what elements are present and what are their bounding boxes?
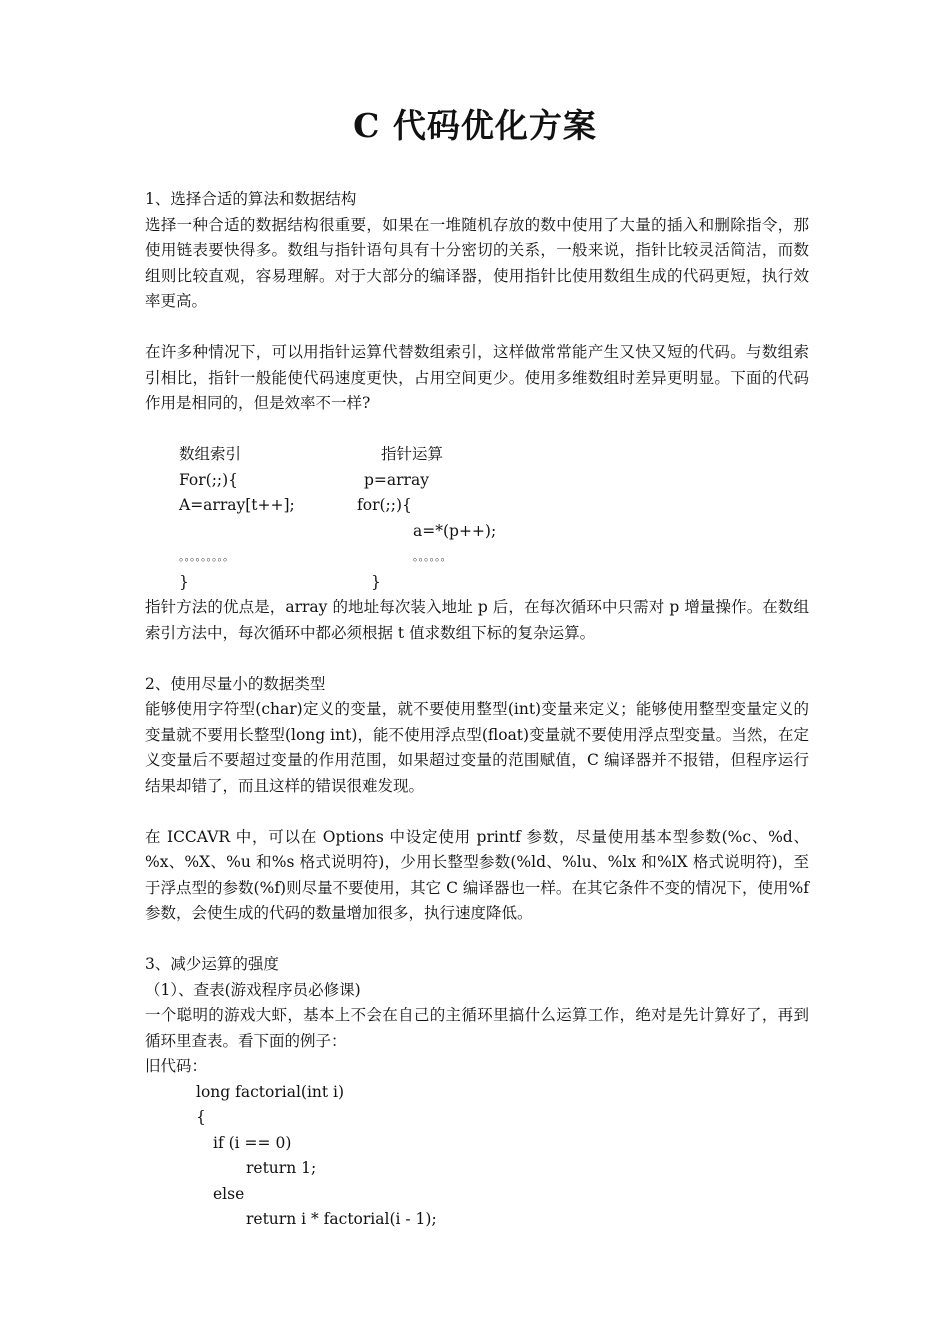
code-left-line: 。。。。。。。。。 bbox=[179, 550, 234, 563]
code-line bbox=[145, 519, 809, 545]
section-1-paragraph-2: 在许多种情况下，可以用指针运算代替数组索引，这样做常常能产生又快又短的代码。与数组索引相比，指针一般能使代码速度更快，占用空间更少。使用多维数组时差异更明显。下面的代码作用是相同的，但是效率不一样? bbox=[145, 343, 809, 412]
page-title: C 代码优化方案 bbox=[353, 106, 597, 145]
code-right-line: } bbox=[371, 572, 381, 591]
code-line: if (i == 0) bbox=[213, 1133, 292, 1152]
document-body bbox=[145, 187, 809, 1233]
code-line: long factorial(int i) bbox=[196, 1082, 345, 1101]
code-line: { bbox=[196, 1108, 206, 1126]
code-left-line: } bbox=[179, 572, 189, 591]
section-2-paragraph-1: 能够使用字符型(char)定义的变量，就不要使用整型(int)变量来定义；能够使用整型变量定义的变量就不要用长整型(long int)，能不使用浮点型(float)变量就不要使用浮点型变量。当然，在定义变量后不要超过变量的作用范围，如果超过变量的范围赋值，C 编译器并不报错，但程序运行结果却错了，而且这样的错误很难发现。 bbox=[145, 700, 809, 795]
code-line bbox=[145, 468, 809, 494]
code-compare-header bbox=[145, 442, 809, 468]
code-right-line: p=array bbox=[364, 470, 429, 489]
old-code-label: 旧代码： bbox=[145, 1057, 208, 1075]
code-line bbox=[145, 544, 809, 570]
section-1-paragraph-3: 指针方法的优点是，array 的地址每次装入地址 p 后，在每次循环中只需对 p 增量操作。在数组索引方法中，每次循环中都必须根据 t 值求数组下标的复杂运算。 bbox=[145, 598, 809, 642]
code-right-line: a=*(p++); bbox=[413, 521, 497, 540]
code-left-header: 数组索引 bbox=[179, 445, 242, 463]
section-3-subheading: （1）、查表(游戏程序员必修课) bbox=[145, 980, 361, 999]
code-right-line: for(;;){ bbox=[357, 496, 412, 514]
section-1-paragraph-1: 选择一种合适的数据结构很重要，如果在一堆随机存放的数中使用了大量的插入和删除指令，那使用链表要快得多。数组与指针语句具有十分密切的关系，一般来说，指针比较灵活简洁，而数组则比较直观，容易理解。对于大部分的编译器，使用指针比使用数组生成的代码更短，执行效率更高。 bbox=[145, 215, 809, 310]
code-right-header: 指针运算 bbox=[381, 445, 444, 463]
code-left-line: For(;;){ bbox=[179, 470, 239, 489]
code-right-line: 。。。。。。 bbox=[413, 550, 452, 563]
code-line bbox=[145, 493, 809, 519]
code-line: return 1; bbox=[246, 1159, 317, 1177]
section-3-heading: 3、减少运算的强度 bbox=[145, 955, 279, 973]
section-3-paragraph-1: 一个聪明的游戏大虾，基本上不会在自己的主循环里搞什么运算工作，绝对是先计算好了，再到循环里查表。看下面的例子： bbox=[145, 1006, 809, 1050]
code-left-line: A=array[t++]; bbox=[179, 496, 295, 514]
section-2-paragraph-2: 在 ICCAVR 中，可以在 Options 中设定使用 printf 参数，尽量使用基本型参数(%c、%d、%x、%X、%u 和%s 格式说明符)，少用长整型参数(%ld、%lu、%lx 和%lX 格式说明符)，至于浮点型的参数(%f)则尽量不要使用，其它 C 编译器也一样。在其它条件不变的情况下，使用%f 参数，会使生成的代码的数量增加很多，执行速度降低。 bbox=[145, 827, 809, 922]
code-line: return i * factorial(i - 1); bbox=[246, 1210, 437, 1228]
code-line bbox=[145, 570, 809, 596]
code-line: else bbox=[213, 1184, 245, 1203]
section-2-heading: 2、使用尽量小的数据类型 bbox=[145, 674, 326, 693]
section-1-heading: 1、选择合适的算法和数据结构 bbox=[145, 190, 357, 208]
